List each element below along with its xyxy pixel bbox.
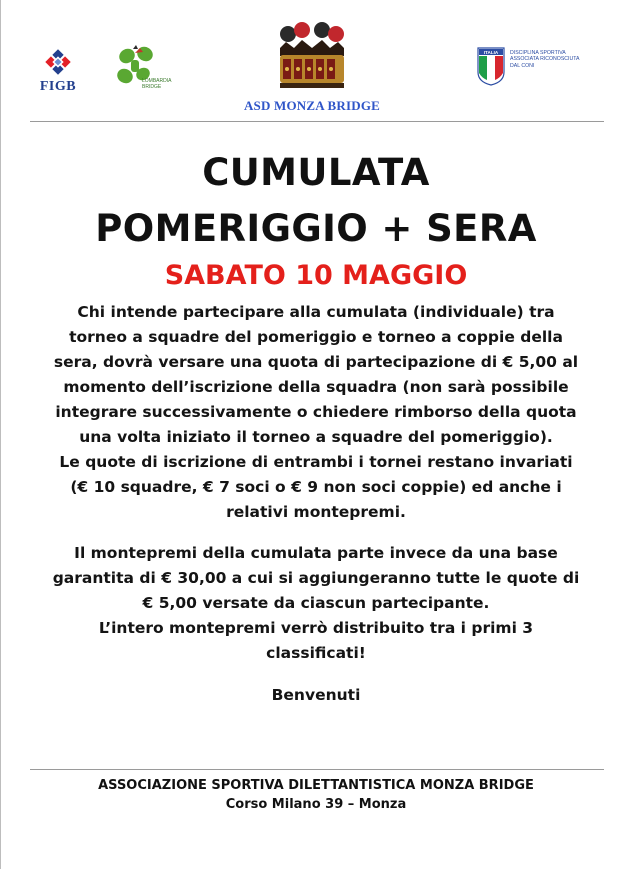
monza-crown-crest-icon <box>272 22 352 94</box>
monza-bridge-logo <box>232 22 392 122</box>
paragraph-line: Le quote di iscrizione di entrambi i tornei restano invariati <box>59 453 573 471</box>
coni-recognition-badge <box>476 46 596 90</box>
paragraph-line: Il montepremi della cumulata parte invece da una base <box>74 544 558 562</box>
paragraph-line: classificati! <box>266 644 366 662</box>
paragraph-line: € 5,00 versate da ciascun partecipante. <box>142 594 490 612</box>
paragraph-line: garantita di € 30,00 a cui si aggiungeranno tutte le quote di <box>52 569 580 587</box>
event-date: SABATO 10 MAGGIO <box>164 260 468 291</box>
coni-line-3: DAL CONI <box>510 62 535 69</box>
page-left-edge <box>0 0 1 869</box>
coni-line-1: DISCIPLINA SPORTIVA <box>510 50 566 56</box>
paragraph-line: (€ 10 squadre, € 7 soci o € 9 non soci coppie) ed anche i <box>70 478 562 496</box>
header-divider <box>30 121 604 122</box>
flyer-title-line-2: POMERIGGIO + SERA <box>95 207 537 250</box>
footer-address: Corso Milano 39 – Monza <box>225 797 407 812</box>
italy-shield-icon <box>476 46 506 86</box>
paragraph-line: integrare successivamente o chiedere rimborso della quota <box>55 403 577 421</box>
lombardia-logo-caption: LOMBARDIA BRIDGE <box>142 78 172 90</box>
figb-logo-text: FIGB <box>39 79 77 94</box>
figb-emblem-icon <box>38 46 78 78</box>
paragraph-line: momento dell’iscrizione della squadra (non sarà possibile <box>63 378 569 396</box>
paragraph-line: torneo a squadre del pomeriggio e torneo a coppie della <box>69 328 563 346</box>
coni-line-2: ASSOCIATA RICONOSCIUTA <box>510 56 580 63</box>
lombardia-bridge-logo <box>112 44 172 96</box>
paragraph-line: una volta iniziato il torneo a squadre del pomeriggio). <box>79 428 553 446</box>
coni-country-label: ITALIA <box>483 50 499 55</box>
paragraph-line: Chi intende partecipare alla cumulata (individuale) tra <box>77 303 555 321</box>
monza-logo-text: ASD MONZA BRIDGE <box>243 98 381 113</box>
welcome-text: Benvenuti <box>271 686 361 704</box>
paragraph-line: sera, dovrà versare una quota di partecipazione di € 5,00 al <box>53 353 579 371</box>
flyer-title-line-1: CUMULATA <box>202 151 430 194</box>
coni-badge-text <box>510 50 579 69</box>
paragraph-line: relativi montepremi. <box>226 503 406 521</box>
figb-logo <box>30 46 86 96</box>
footer-divider <box>30 769 604 770</box>
header-logos <box>0 0 632 122</box>
footer-organization: ASSOCIAZIONE SPORTIVA DILETTANTISTICA MONZA BRIDGE <box>98 778 534 793</box>
paragraph-line: L’intero montepremi verrò distribuito tra i primi 3 <box>98 619 534 637</box>
paragraph-participation-fee <box>24 300 608 525</box>
paragraph-prize-pool <box>24 541 608 666</box>
